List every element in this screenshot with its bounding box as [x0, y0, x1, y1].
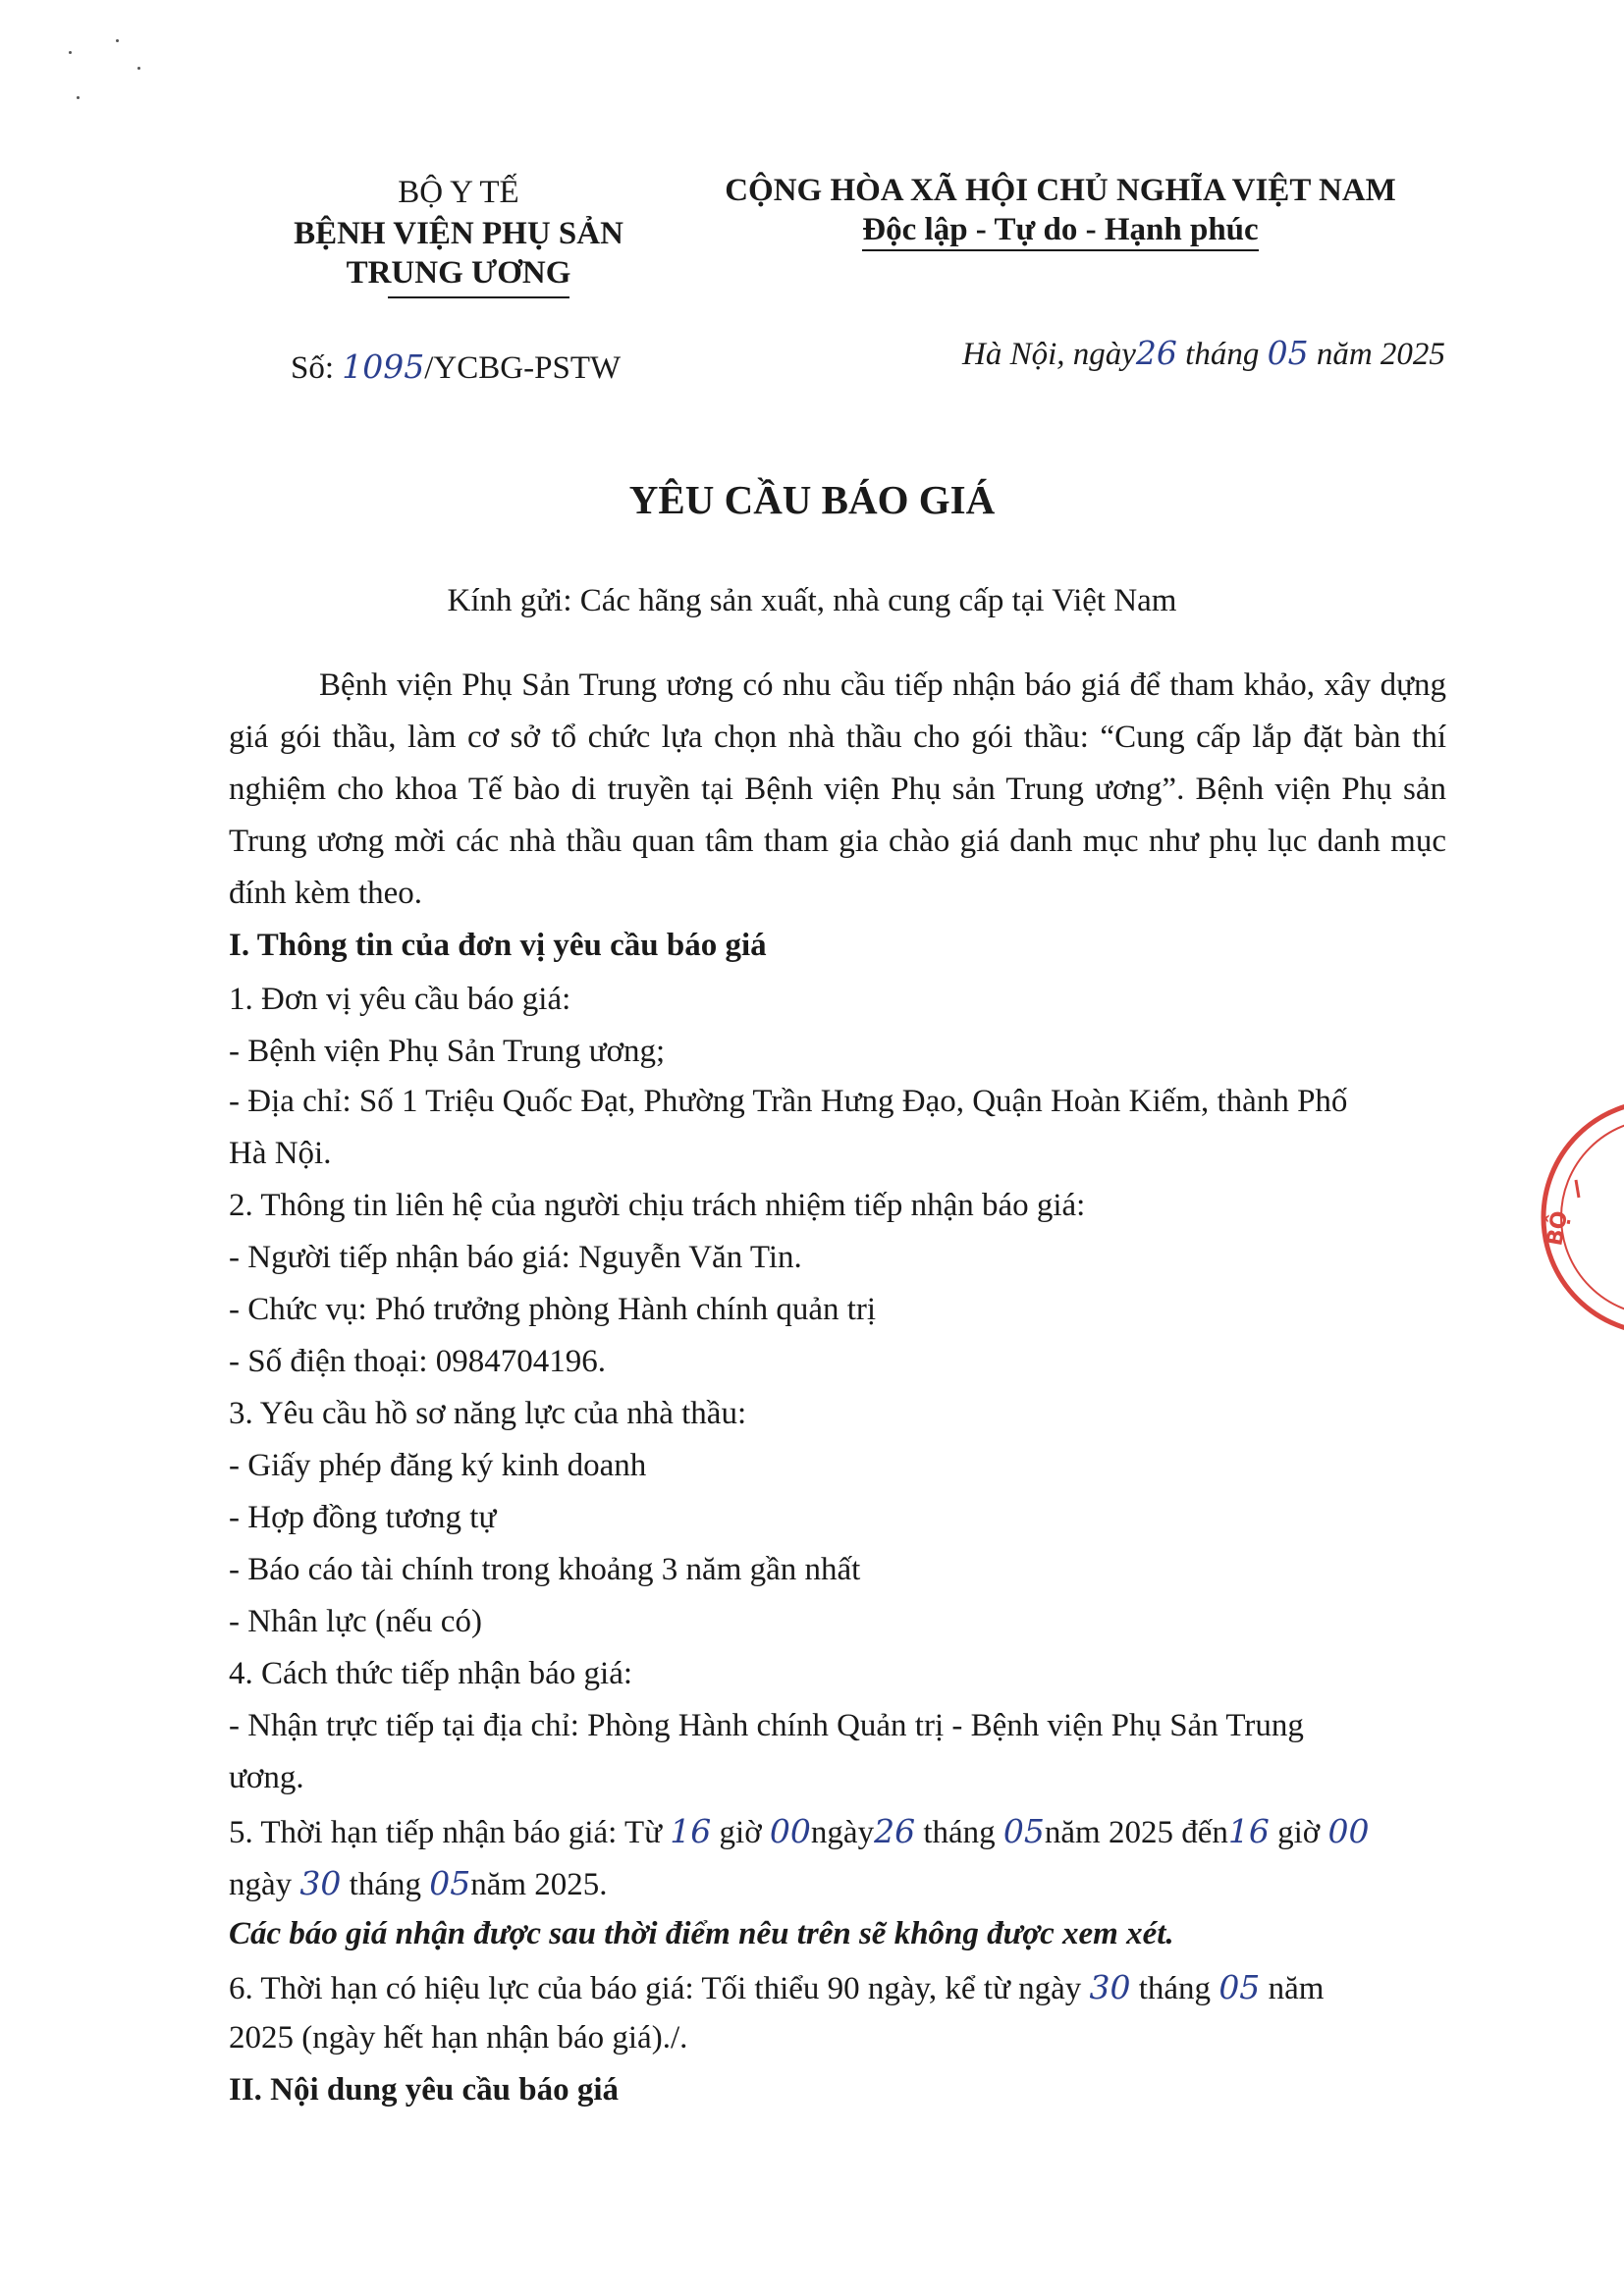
document-date [962, 334, 1445, 373]
date-prefix: Hà Nội, ngày [962, 337, 1136, 372]
item2-position: - Chức vụ: Phó trưởng phòng Hành chính quản trị [229, 1292, 877, 1327]
scan-speck [69, 51, 72, 54]
item5-start-hour: 16 [670, 1812, 712, 1850]
item5-start-month: 05 [1002, 1812, 1045, 1850]
item4-direct: - Nhận trực tiếp tại địa chỉ: Phòng Hành chính Quản trị - Bệnh viện Phụ Sản Trung [229, 1708, 1304, 1743]
document-title: YÊU CẦU BÁO GIÁ [628, 477, 996, 522]
item2-title: 2. Thông tin liên hệ của người chịu trách nhiệm tiếp nhận báo giá: [229, 1188, 1086, 1223]
item1-address: - Địa chỉ: Số 1 Triệu Quốc Đạt, Phường Trần Hưng Đạo, Quận Hoàn Kiếm, thành Phố [229, 1084, 1348, 1119]
item5-start-day: 26 [874, 1812, 916, 1850]
item5-end-month: 05 [429, 1864, 471, 1902]
item6-line2: 2025 (ngày hết hạn nhận báo giá)./. [229, 2020, 688, 2056]
item5-text: giờ [719, 1815, 762, 1850]
item2-phone: - Số điện thoại: 0984704196. [229, 1344, 607, 1379]
recipient-line: Kính gửi: Các hãng sản xuất, nhà cung cấp tại Việt Nam [447, 583, 1177, 618]
item6-text: 6. Thời hạn có hiệu lực của báo giá: Tối thiểu 90 ngày, kể từ ngày [229, 1971, 1082, 2006]
item5-text: ngày [810, 1815, 875, 1850]
item6-month: 05 [1218, 1968, 1261, 2006]
item1-unit: - Bệnh viện Phụ Sản Trung ương; [229, 1034, 666, 1069]
item5-line1 [229, 1812, 1370, 1851]
item5-text: tháng [923, 1815, 996, 1850]
item5-end-hour: 16 [1227, 1812, 1270, 1850]
date-day: 26 [1135, 334, 1177, 372]
item5-end-minute: 00 [1327, 1812, 1370, 1850]
date-year: năm 2025 [1316, 337, 1445, 372]
header-underline-left [388, 296, 569, 298]
item5-text: năm 2025. [470, 1867, 608, 1902]
item5-text: ngày [229, 1867, 293, 1902]
republic-name: CỘNG HÒA XÃ HỘI CHỦ NGHĨA VIỆT NAM [725, 173, 1396, 208]
item1-title: 1. Đơn vị yêu cầu báo giá: [229, 982, 571, 1017]
item4-direct-cont: ương. [229, 1760, 304, 1795]
scan-speck [77, 96, 80, 99]
motto-text: Độc lập - Tự do - Hạnh phúc [862, 212, 1258, 251]
ministry-name: BỘ Y TẾ [398, 175, 519, 210]
item6-line1 [229, 1968, 1324, 2007]
item5-line2 [229, 1864, 608, 1903]
document-number [291, 347, 621, 387]
doc-number-suffix: /YCBG-PSTW [424, 350, 622, 386]
late-submission-warning: Các báo giá nhận được sau thời điểm nêu trên sẽ không được xem xét. [229, 1916, 1174, 1951]
official-stamp-icon [1532, 1099, 1624, 1335]
item5-text: tháng [349, 1867, 421, 1902]
date-month-label: tháng [1185, 337, 1260, 372]
item5-start-minute: 00 [769, 1812, 811, 1850]
stamp-text: BỘ [1543, 1208, 1574, 1249]
item5-text: năm 2025 đến [1044, 1815, 1228, 1850]
item3-license: - Giấy phép đăng ký kinh doanh [229, 1448, 647, 1483]
item3-personnel: - Nhân lực (nếu có) [229, 1604, 482, 1639]
scan-speck [137, 67, 140, 70]
intro-paragraph: Bệnh viện Phụ Sản Trung ương có nhu cầu tiếp nhận báo giá để tham khảo, xây dựng giá gói thầu, làm cơ sở tổ chức lựa chọn nhà thầu cho gói thầu: “Cung cấp lắp đặt bàn thí nghiệm cho khoa Tế bào di truyền tại Bệnh viện Phụ sản Trung ương”. Bệnh viện Phụ sản Trung ương mời các nhà thầu quan tâm tham gia chào giá danh mục như phụ lục danh mục đính kèm theo. [229, 667, 1446, 911]
national-motto [687, 212, 1434, 248]
item3-title: 3. Yêu cầu hồ sơ năng lực của nhà thầu: [229, 1396, 747, 1431]
item3-financial: - Báo cáo tài chính trong khoảng 3 năm gần nhất [229, 1552, 861, 1587]
item3-contracts: - Hợp đồng tương tự [229, 1500, 497, 1535]
item6-day: 30 [1089, 1968, 1131, 2006]
item6-text: tháng [1138, 1971, 1212, 2006]
item2-person: - Người tiếp nhận báo giá: Nguyễn Văn Tin. [229, 1240, 802, 1275]
item5-text: giờ [1277, 1815, 1321, 1850]
item4-title: 4. Cách thức tiếp nhận báo giá: [229, 1656, 633, 1691]
item6-text: năm [1268, 1971, 1325, 2006]
date-month: 05 [1267, 334, 1309, 372]
section1-heading: I. Thông tin của đơn vị yêu cầu báo giá [229, 928, 767, 963]
hospital-name-line2: TRUNG ƯƠNG [346, 255, 571, 291]
doc-number-prefix: Số: [291, 350, 335, 386]
section2-heading: II. Nội dung yêu cầu báo giá [229, 2072, 620, 2108]
item5-text: 5. Thời hạn tiếp nhận báo giá: Từ [229, 1815, 663, 1850]
scan-speck [116, 39, 119, 42]
item1-address-cont: Hà Nội. [229, 1136, 332, 1171]
item5-end-day: 30 [299, 1864, 342, 1902]
hospital-name-line1: BỆNH VIỆN PHỤ SẢN [294, 216, 623, 251]
doc-number-handwritten: 1095 [342, 347, 425, 386]
